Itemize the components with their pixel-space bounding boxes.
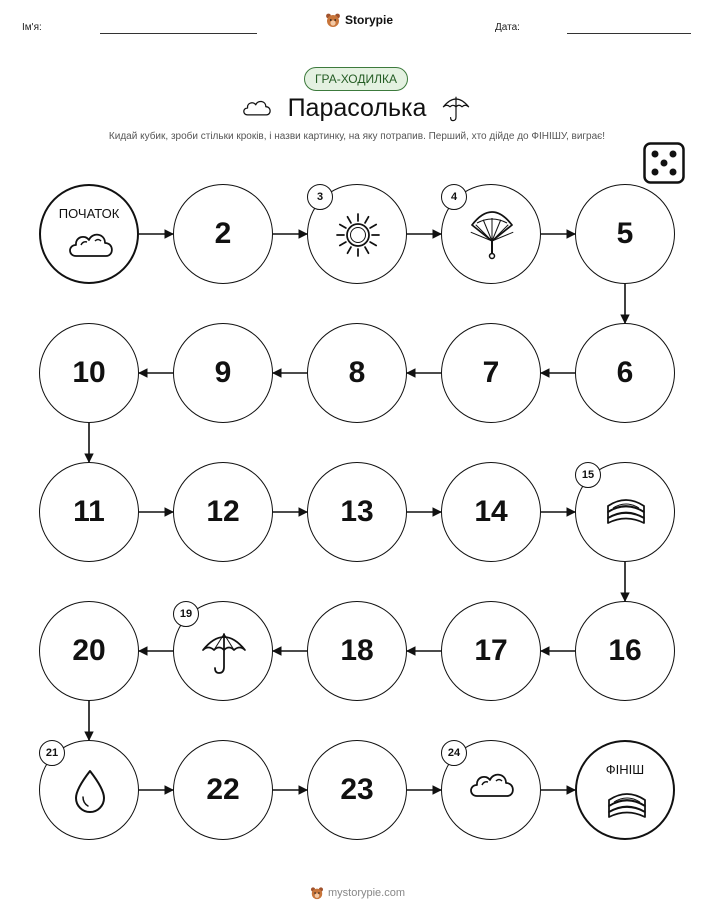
cell-number-tag: 3: [307, 184, 333, 210]
towel-icon: [602, 782, 652, 832]
board-cell-24: [441, 740, 541, 840]
sun-icon: [333, 210, 383, 260]
board-cell-12: [173, 462, 273, 562]
board-cell-8: [307, 323, 407, 423]
board-cell-2: [173, 184, 273, 284]
cloud-icon: [467, 766, 517, 816]
cell-label: ФІНІШ: [605, 762, 645, 777]
board-cell-20: [39, 601, 139, 701]
cell-number: 16: [608, 634, 642, 667]
start-cell: [39, 184, 139, 284]
cloud-icon: [66, 226, 116, 276]
board-cell-23: [307, 740, 407, 840]
game-type-badge: ГРА-ХОДИЛКА: [304, 67, 408, 91]
cell-number: 20: [72, 634, 106, 667]
board-cell-15: [575, 462, 675, 562]
name-label: Ім'я:: [22, 22, 42, 33]
cell-number: 10: [72, 356, 106, 389]
cell-number: 5: [616, 217, 634, 250]
towel-icon: [601, 488, 651, 538]
board-cell-9: [173, 323, 273, 423]
cell-number: 11: [73, 495, 105, 528]
board-cell-7: [441, 323, 541, 423]
board-cell-17: [441, 601, 541, 701]
board-cell-4: [441, 184, 541, 284]
cell-number-tag: 24: [441, 740, 467, 766]
page-title: Парасолька: [287, 94, 427, 122]
cell-number: 14: [474, 495, 508, 528]
board-cell-3: [307, 184, 407, 284]
umbrella-icon: [199, 627, 249, 677]
board-cell-5: [575, 184, 675, 284]
cell-number: 2: [214, 217, 232, 250]
footer-url: mystorypie.com: [328, 887, 406, 899]
footer: [310, 886, 405, 900]
footer-bear-icon: [310, 886, 324, 900]
cell-number-tag: 4: [441, 184, 467, 210]
brand-name: Storypie: [345, 13, 394, 27]
cell-number: 23: [340, 773, 374, 806]
finish-cell: [575, 740, 675, 840]
cell-number: 22: [206, 773, 240, 806]
board-cell-19: [173, 601, 273, 701]
board-cell-22: [173, 740, 273, 840]
cell-label: ПОЧАТОК: [58, 206, 120, 221]
drop-icon: [65, 766, 115, 816]
cell-number-tag: 19: [173, 601, 199, 627]
cell-number-tag: 15: [575, 462, 601, 488]
cell-number: 9: [214, 356, 232, 389]
board-cell-14: [441, 462, 541, 562]
game-instructions: Кидай кубик, зроби стільки кроків, і назви картинку, на яку потрапив. Перший, хто дійде до ФІНІШУ, виграє!: [108, 131, 606, 142]
cell-number: 12: [206, 495, 240, 528]
board-cell-11: [39, 462, 139, 562]
board-cell-16: [575, 601, 675, 701]
cell-number: 13: [340, 495, 374, 528]
cell-number: 18: [340, 634, 374, 667]
cell-number: 17: [474, 634, 508, 667]
board-cell-18: [307, 601, 407, 701]
fan-icon: [467, 210, 517, 260]
cell-number: 8: [348, 356, 366, 389]
board-cell-10: [39, 323, 139, 423]
board-cell-21: [39, 740, 139, 840]
board-cell-6: [575, 323, 675, 423]
cell-number-tag: 21: [39, 740, 65, 766]
cell-number: 6: [616, 356, 634, 389]
cell-number: 7: [482, 356, 500, 389]
date-label: Дата:: [495, 22, 520, 33]
board-cell-13: [307, 462, 407, 562]
